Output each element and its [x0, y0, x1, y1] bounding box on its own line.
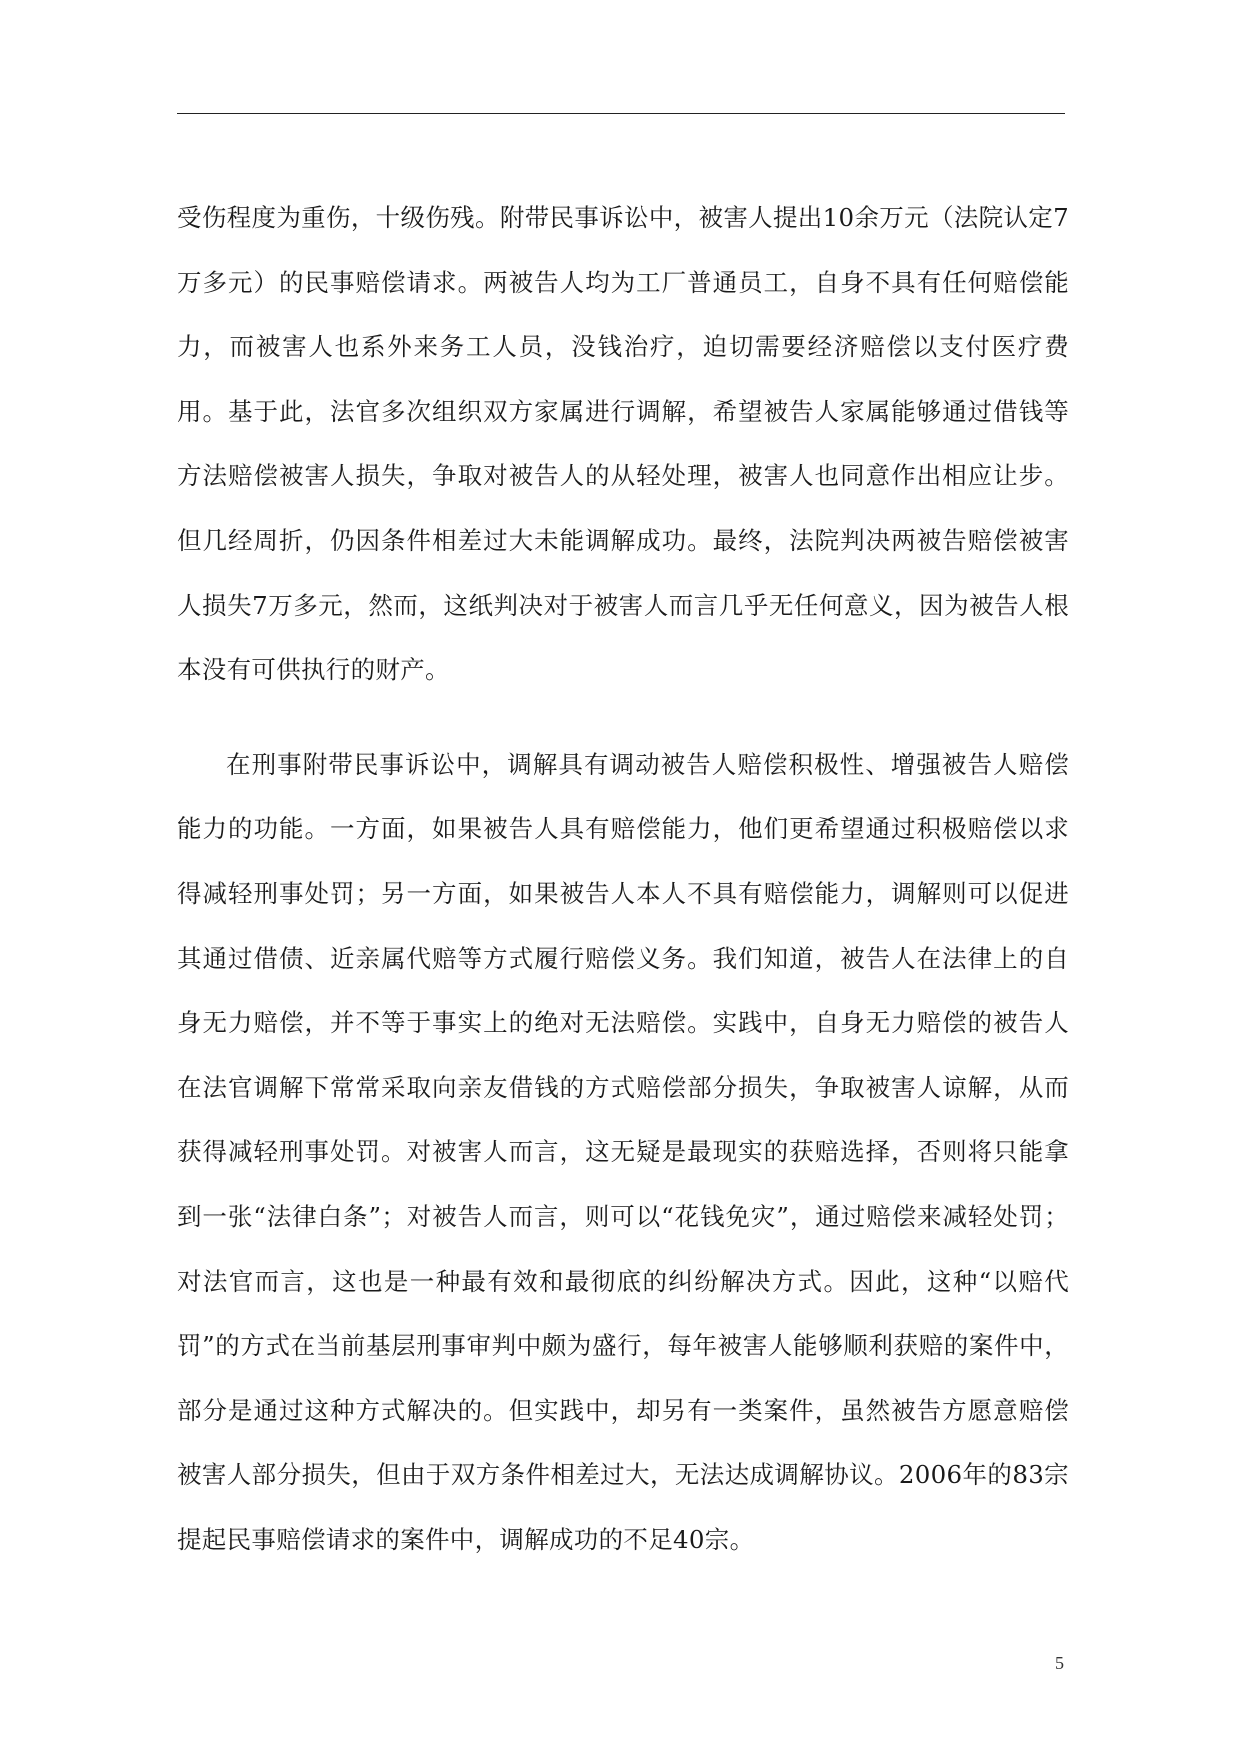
- page-number: 5: [1055, 1653, 1064, 1673]
- paragraph-1: 受伤程度为重伤，十级伤残。附带民事诉讼中，被害人提出10余万元（法院认定7万多元）的民事赔偿请求。两被告人均为工厂普通员工，自身不具有任何赔偿能力，而被害人也系外来务工人员，没钱治疗，迫切需要经济赔偿以支付医疗费用。基于此，法官多次组织双方家属进行调解，希望被告人家属能够通过借钱等方法赔偿被害人损失，争取对被告人的从轻处理，被害人也同意作出相应让步。但几经周折，仍因条件相差过大未能调解成功。最终，法院判决两被告赔偿被害人损失7万多元，然而，这纸判决对于被害人而言几乎无任何意义，因为被告人根本没有可供执行的财产。: [177, 203, 1069, 685]
- paragraph-spacer: [177, 703, 1069, 733]
- paragraph-2: 在刑事附带民事诉讼中，调解具有调动被告人赔偿积极性、增强被告人赔偿能力的功能。一方面，如果被告人具有赔偿能力，他们更希望通过积极赔偿以求得减轻刑事处罚；另一方面，如果被告人本人不具有赔偿能力，调解则可以促进其通过借债、近亲属代赔等方式履行赔偿义务。我们知道，被告人在法律上的自身无力赔偿，并不等于事实上的绝对无法赔偿。实践中，自身无力赔偿的被告人在法官调解下常常采取向亲友借钱的方式赔偿部分损失，争取被害人谅解，从而获得减轻刑事处罚。对被害人而言，这无疑是最现实的获赔选择，否则将只能拿到一张“法律白条”；对被告人而言，则可以“花钱免灾”，通过赔偿来减轻处罚；对法官而言，这也是一种最有效和最彻底的纠纷解决方式。因此，这种“以赔代罚”的方式在当前基层刑事审判中颇为盛行，每年被害人能够顺利获赔的案件中，部分是通过这种方式解决的。但实践中，却另有一类案件，虽然被告方愿意赔偿被害人部分损失，但由于双方条件相差过大，无法达成调解协议。2006年的83宗提起民事赔偿请求的案件中，调解成功的不足40宗。: [177, 749, 1069, 1554]
- document-body: [177, 186, 1069, 1572]
- header-rule: [177, 113, 1065, 114]
